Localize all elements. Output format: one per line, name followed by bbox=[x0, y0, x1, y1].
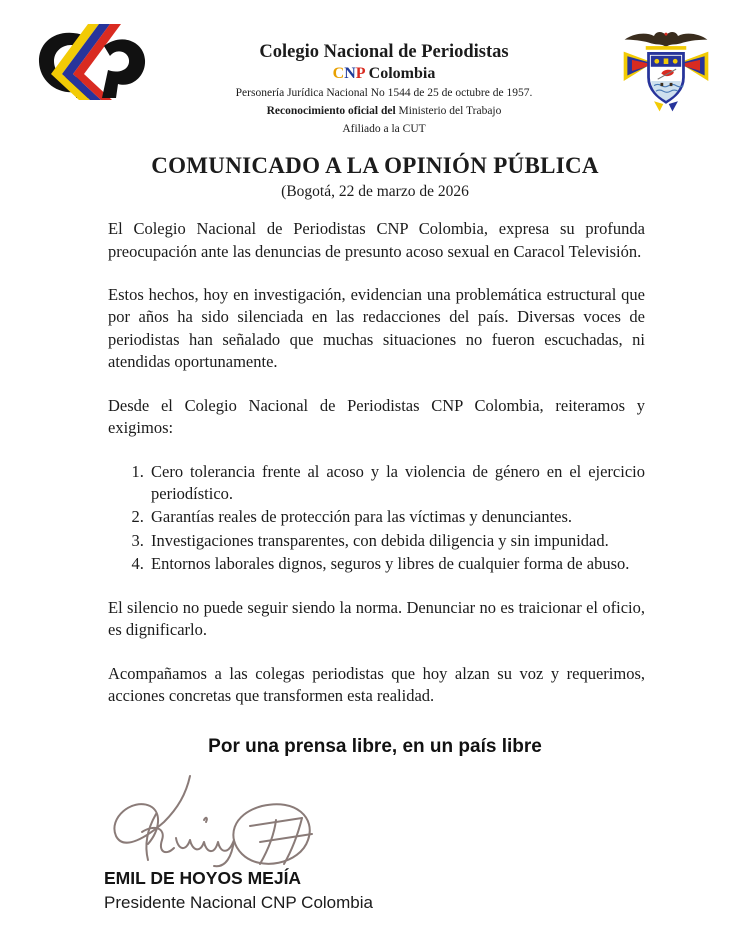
dateline: (Bogotá, 22 de marzo de 2026 bbox=[281, 183, 469, 201]
signature-block bbox=[104, 772, 750, 913]
colombia-coat-of-arms-icon bbox=[620, 26, 712, 114]
slogan: Por una prensa libre, en un país libre bbox=[208, 735, 542, 757]
paragraph-2: Estos hechos, hoy en investigación, evidencian una problemática estructural que por años ha sido silenciada en las redacciones del país. Diversas voces de periodistas han señalado que muchas situaciones no fueron escuchadas, ni atendidas oportunamente. bbox=[108, 284, 645, 372]
org-name: Colegio Nacional de Periodistas bbox=[259, 42, 509, 62]
demand-item-3: 3. Investigaciones transparentes, con debida diligencia y sin impunidad. bbox=[148, 530, 645, 552]
cnp-logo-p-shape bbox=[102, 39, 145, 98]
paragraph-1: El Colegio Nacional de Periodistas CNP Colombia, expresa su profunda preocupación ante las denuncias de presunto acoso sexual en Caracol Televisión. bbox=[108, 219, 645, 261]
crest-condor-head bbox=[665, 33, 668, 36]
paragraph-4: El silencio no puede seguir siendo la norma. Denunciar no es traicionar el oficio, es dignificarlo. bbox=[108, 597, 645, 640]
demand-item-4: 4. Entornos laborales dignos, seguros y libres de cualquier forma de abuso. bbox=[148, 553, 645, 575]
signer-name: EMIL DE HOYOS MEJÍA bbox=[104, 867, 302, 888]
letterhead-text bbox=[148, 24, 620, 137]
paragraph-3: Desde el Colegio Nacional de Periodistas CNP Colombia, reiteramos y exigimos: bbox=[108, 395, 645, 438]
org-abbreviation: CNP Colombia bbox=[332, 65, 436, 83]
title-block bbox=[0, 153, 750, 201]
cnp-logo-icon bbox=[36, 24, 148, 106]
demand-item-2: 2. Garantías reales de protección para las víctimas y denunciantes. bbox=[148, 506, 645, 528]
document-body bbox=[108, 218, 645, 707]
signer-role: Presidente Nacional CNP Colombia bbox=[104, 892, 373, 912]
demand-item-1: 1. Cero tolerancia frente al acoso y la violencia de género en el ejercicio periodístico. bbox=[148, 461, 645, 506]
crest-tail-right bbox=[669, 101, 678, 111]
document-title: COMUNICADO A LA OPINIÓN PÚBLICA bbox=[151, 153, 599, 179]
recognition-line: Reconocimiento oficial del Ministerio del Trabajo bbox=[266, 105, 502, 118]
demands-list bbox=[108, 461, 645, 576]
affiliation-line: Afiliado a la CUT bbox=[342, 123, 426, 136]
registry-line: Personería Jurídica Nacional No 1544 de 25 de octubre de 1957. bbox=[235, 87, 533, 100]
letterhead bbox=[0, 0, 750, 137]
handwritten-signature-icon bbox=[104, 772, 339, 872]
crest-tail-left bbox=[654, 101, 663, 111]
crest-ribbon bbox=[646, 46, 686, 50]
paragraph-5: Acompañamos a las colegas periodistas que hoy alzan su voz y requerimos, acciones concretas que transformen esta realidad. bbox=[108, 663, 645, 706]
